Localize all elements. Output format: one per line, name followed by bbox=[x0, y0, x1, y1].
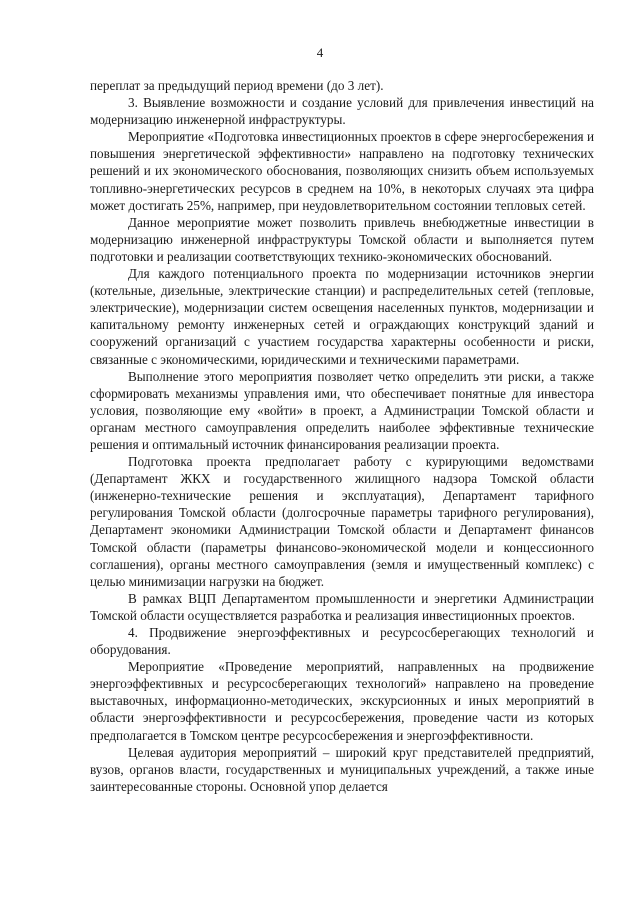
paragraph-extrabudgetary-investment: Данное мероприятие может позволить привлечь внебюджетные инвестиции в модернизацию инженерной инфраструктуры Томской области и выполняется путем подготовки и реализации соответствующих технико-экономических обоснований. bbox=[90, 214, 594, 264]
paragraph-continuation: переплат за предыдущий период времени (до 3 лет). bbox=[90, 78, 384, 93]
paragraph-investment-projects: Мероприятие «Подготовка инвестиционных проектов в сфере энергосбережения и повышения энергетической эффективности» направлено на подготовку технических решений и их экономического обоснования, позволяющих снизить объем используемых топливно-энергетических ресурсов в среднем на 10%, в некоторых случаях эта цифра может достигать 25%, например, при неудовлетворительном состоянии тепловых сетей. bbox=[90, 129, 594, 213]
page-number: 4 bbox=[316, 45, 324, 60]
paragraph-promotion-events: Мероприятие «Проведение мероприятий, направленных на продвижение энергоэффективных и ресурсосберегающих технологий» направлено на проведение выставочных, информационно-методических, экскурсионных и иных мероприятий в области энергоэффективности и ресурсосбережения, проведение части из которых предполагается в Томском центре ресурсосбережения и энергоэффективности. bbox=[90, 659, 594, 743]
paragraph-risk-management: Выполнение этого мероприятия позволяет четко определить эти риски, а также сформировать механизмы управления ими, что обеспечивает понятные для инвестора условия, позволяющие ему «войти» в проект, а Администрации Томской области и органам местного самоуправления определить наиболее эффективные технические решения и оптимальный источник финансирования реализации проекта. bbox=[90, 368, 594, 452]
document-body bbox=[90, 77, 594, 795]
paragraph-vcp-projects: В рамках ВЦП Департаментом промышленности и энергетики Администрации Томской области осуществляется разработка и реализация инвестиционных проектов. bbox=[90, 590, 594, 623]
paragraph-section-3-heading: 3. Выявление возможности и создание условий для привлечения инвестиций на модернизацию инженерной инфраструктуры. bbox=[90, 95, 594, 128]
paragraph-section-4-heading: 4. Продвижение энергоэффективных и ресурсосберегающих технологий и оборудования. bbox=[90, 625, 594, 658]
paragraph-project-preparation: Подготовка проекта предполагает работу с курирующими ведомствами (Департамент ЖКХ и государственного жилищного надзора Томской области (инженерно-технические решения и эксплуатация), Департамент тарифного регулирования Томской области (долгосрочные параметры тарифного регулирования), Департамент экономики Администрации Томской области и Департамент финансов Томской области (параметры финансово-экономической модели и концессионного соглашения), органы местного самоуправления (земля и имущественный комплекс) с целью минимизации нагрузки на бюджет. bbox=[90, 454, 594, 589]
paragraph-target-audience: Целевая аудитория мероприятий – широкий круг представителей предприятий, вузов, органов власти, государственных и муниципальных учреждений, а также иные заинтересованные стороны. Основной упор делается bbox=[90, 744, 594, 794]
paragraph-project-risks: Для каждого потенциального проекта по модернизации источников энергии (котельные, дизельные, электрические станции) и распределительных сетей (тепловые, электрические), модернизации систем освещения населенных пунктов, модернизации и капитальному ремонту инженерных сетей и ограждающих конструкций зданий и сооружений организаций с участием государства характерны особенности и риски, связанные с экономическими, юридическими и техническими параметрами. bbox=[90, 266, 594, 367]
